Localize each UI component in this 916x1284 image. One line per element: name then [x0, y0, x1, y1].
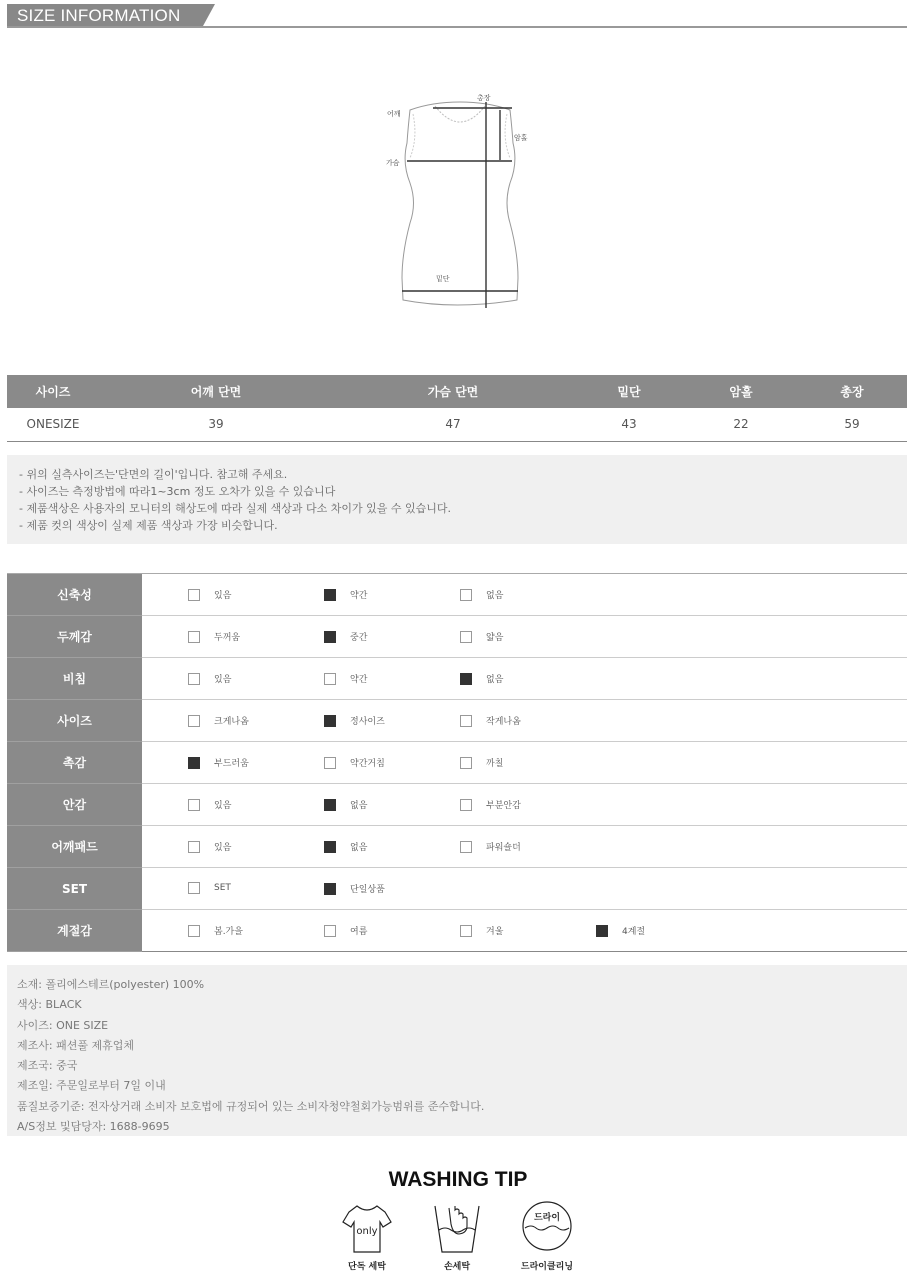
- attribute-label: 신축성: [7, 574, 142, 616]
- option-label: 파워숄더: [486, 843, 521, 853]
- attribute-option: [188, 840, 231, 853]
- option-label: 단일상품: [350, 885, 385, 895]
- attribute-row: [7, 616, 907, 658]
- option-label: 여름: [350, 927, 368, 937]
- attribute-option: [324, 924, 367, 937]
- table-cell: 22: [685, 408, 797, 441]
- option-label: 부드러움: [214, 759, 249, 769]
- option-label: 없음: [350, 801, 368, 811]
- size-table-header-row: [7, 375, 907, 408]
- unchecked-box-icon: [460, 631, 472, 643]
- option-label: 약간거침: [350, 759, 385, 769]
- attribute-options: [142, 868, 907, 910]
- washing-tip-title: WASHING TIP: [388, 1168, 528, 1191]
- svg-text:드라이: 드라이: [533, 1213, 561, 1223]
- col-header: 사이즈: [7, 375, 99, 408]
- unchecked-box-icon: [188, 589, 200, 601]
- attribute-option: [460, 630, 503, 643]
- attribute-option: [460, 588, 503, 601]
- table-cell: 47: [333, 408, 573, 441]
- option-label: 까칠: [486, 759, 504, 769]
- attribute-option: [188, 924, 243, 937]
- attribute-options: [142, 784, 907, 826]
- product-info: [7, 965, 907, 1136]
- attribute-option: [188, 588, 231, 601]
- option-label: 부분안감: [486, 801, 521, 811]
- info-line: 소재: 폴리에스테르(polyester) 100%: [17, 978, 205, 991]
- armhole-label: 암홀: [514, 134, 528, 142]
- attribute-option: [324, 588, 367, 601]
- unchecked-box-icon: [324, 673, 336, 685]
- unchecked-box-icon: [188, 673, 200, 685]
- option-label: 봄.가을: [214, 927, 243, 937]
- attribute-row: [7, 910, 907, 952]
- attribute-option: [188, 630, 240, 643]
- attribute-option: [188, 882, 231, 894]
- unchecked-box-icon: [188, 715, 200, 727]
- option-label: 정사이즈: [350, 717, 385, 727]
- checked-box-icon: [324, 631, 336, 643]
- attribute-label: 촉감: [7, 742, 142, 784]
- unchecked-box-icon: [188, 799, 200, 811]
- unchecked-box-icon: [188, 631, 200, 643]
- option-label: 4계절: [622, 927, 646, 937]
- unchecked-box-icon: [460, 841, 472, 853]
- info-line: 사이즈: ONE SIZE: [17, 1018, 109, 1032]
- attribute-options: [142, 574, 907, 616]
- note-line: - 제품 컷의 색상이 실제 제품 색상과 가장 비슷합니다.: [19, 519, 278, 532]
- unchecked-box-icon: [460, 925, 472, 937]
- dress-outline-icon: [380, 88, 530, 318]
- hand-wash-icon: [429, 1200, 485, 1256]
- wash-item-hand: [422, 1200, 492, 1280]
- shoulder-label: 어깨: [387, 110, 401, 118]
- info-line: 품질보증기준: 전자상거래 소비자 보호법에 규정되어 있는 소비자청약철회가능범위를 준수합니다.: [17, 1099, 485, 1113]
- attribute-option: [188, 672, 231, 685]
- attribute-row: [7, 784, 907, 826]
- attribute-options: [142, 700, 907, 742]
- attribute-label: SET: [7, 868, 142, 910]
- option-label: 있음: [214, 801, 232, 811]
- attribute-option: [460, 924, 503, 937]
- size-info-header: [7, 4, 907, 28]
- attribute-label: 어깨패드: [7, 826, 142, 868]
- attribute-options: [142, 658, 907, 700]
- option-label: SET: [214, 883, 231, 893]
- wash-label: 손세탁: [443, 1262, 471, 1272]
- attribute-option: [324, 798, 367, 811]
- info-line: 색상: BLACK: [17, 998, 82, 1012]
- attribute-label: 계절감: [7, 910, 142, 952]
- unchecked-box-icon: [188, 882, 200, 894]
- attribute-row: [7, 574, 907, 616]
- option-label: 두꺼움: [214, 633, 241, 643]
- wash-item-single: [332, 1200, 402, 1280]
- attribute-option: [460, 840, 521, 853]
- unchecked-box-icon: [324, 925, 336, 937]
- attribute-label: 두께감: [7, 616, 142, 658]
- option-label: 없음: [350, 843, 368, 853]
- hem-label: 밑단: [436, 275, 450, 283]
- attribute-option: [460, 798, 521, 811]
- unchecked-box-icon: [460, 799, 472, 811]
- table-cell: 43: [573, 408, 685, 441]
- attribute-options: [142, 826, 907, 868]
- attribute-option: [324, 714, 385, 727]
- checked-box-icon: [460, 673, 472, 685]
- checked-box-icon: [324, 589, 336, 601]
- option-label: 없음: [486, 675, 504, 685]
- attribute-row: [7, 700, 907, 742]
- attribute-row: [7, 826, 907, 868]
- unchecked-box-icon: [460, 757, 472, 769]
- attribute-option: [324, 756, 385, 769]
- info-line: 제조사: 패션풀 제휴업체: [17, 1038, 134, 1052]
- checked-box-icon: [596, 925, 608, 937]
- attribute-option: [460, 714, 521, 727]
- wash-label: 드라이클리닝: [520, 1262, 574, 1272]
- info-line: A/S정보 및담당자: 1688-9695: [17, 1120, 170, 1134]
- note-line: - 제품색상은 사용자의 모니터의 해상도에 따라 실제 색상과 다소 차이가 있을 수 있습니다.: [19, 502, 451, 515]
- unchecked-box-icon: [188, 841, 200, 853]
- col-header: 총장: [797, 375, 907, 408]
- col-header: 암홀: [685, 375, 797, 408]
- attribute-option: [460, 756, 503, 769]
- attribute-option: [324, 882, 385, 895]
- attribute-table: [7, 573, 907, 952]
- length-label: 총장: [477, 94, 491, 102]
- attribute-row: [7, 868, 907, 910]
- attribute-option: [188, 798, 231, 811]
- checked-box-icon: [324, 715, 336, 727]
- info-line: 제조일: 주문일로부터 7일 이내: [17, 1079, 166, 1093]
- table-cell: 59: [797, 408, 907, 441]
- attribute-options: [142, 910, 907, 952]
- option-label: 있음: [214, 675, 232, 685]
- attribute-option: [324, 630, 367, 643]
- option-label: 얇음: [486, 633, 504, 643]
- checked-box-icon: [324, 799, 336, 811]
- size-notes: [7, 455, 907, 544]
- col-header: 밑단: [573, 375, 685, 408]
- attribute-row: [7, 658, 907, 700]
- note-line: - 위의 실측사이즈는'단면의 길이'입니다. 참고해 주세요.: [19, 468, 288, 481]
- garment-diagram: [380, 88, 530, 318]
- header-title: SIZE INFORMATION: [17, 6, 181, 25]
- option-label: 있음: [214, 591, 232, 601]
- option-label: 겨울: [486, 927, 504, 937]
- unchecked-box-icon: [324, 757, 336, 769]
- unchecked-box-icon: [460, 589, 472, 601]
- attribute-label: 비침: [7, 658, 142, 700]
- checked-box-icon: [324, 841, 336, 853]
- option-label: 작게나옴: [486, 717, 521, 727]
- wash-label: 단독 세탁: [348, 1262, 386, 1272]
- attribute-option: [324, 840, 367, 853]
- option-label: 있음: [214, 843, 232, 853]
- note-line: - 사이즈는 측정방법에 따라1~3cm 정도 오차가 있을 수 있습니다: [19, 485, 336, 498]
- unchecked-box-icon: [460, 715, 472, 727]
- attribute-options: [142, 616, 907, 658]
- attribute-option: [324, 672, 367, 685]
- attribute-label: 사이즈: [7, 700, 142, 742]
- col-header: 가슴 단면: [333, 375, 573, 408]
- chest-label: 가슴: [386, 159, 400, 167]
- col-header: 어깨 단면: [99, 375, 333, 408]
- attribute-label: 안감: [7, 784, 142, 826]
- tshirt-only-icon: [339, 1200, 395, 1256]
- option-label: 중간: [350, 633, 368, 643]
- size-table: [7, 375, 907, 442]
- svg-text:only: only: [356, 1226, 378, 1237]
- checked-box-icon: [324, 883, 336, 895]
- wash-item-dry: [512, 1200, 582, 1280]
- info-line: 제조국: 중국: [17, 1059, 78, 1073]
- unchecked-box-icon: [188, 925, 200, 937]
- option-label: 약간: [350, 591, 368, 601]
- option-label: 크게나옴: [214, 717, 249, 727]
- attribute-options: [142, 742, 907, 784]
- attribute-option: [596, 924, 645, 937]
- table-cell: 39: [99, 408, 333, 441]
- option-label: 없음: [486, 591, 504, 601]
- attribute-option: [188, 756, 249, 769]
- checked-box-icon: [188, 757, 200, 769]
- table-cell: ONESIZE: [7, 408, 99, 441]
- attribute-option: [188, 714, 249, 727]
- attribute-option: [460, 672, 503, 685]
- table-row: [7, 408, 907, 441]
- option-label: 약간: [350, 675, 368, 685]
- dry-clean-icon: [519, 1200, 575, 1256]
- attribute-row: [7, 742, 907, 784]
